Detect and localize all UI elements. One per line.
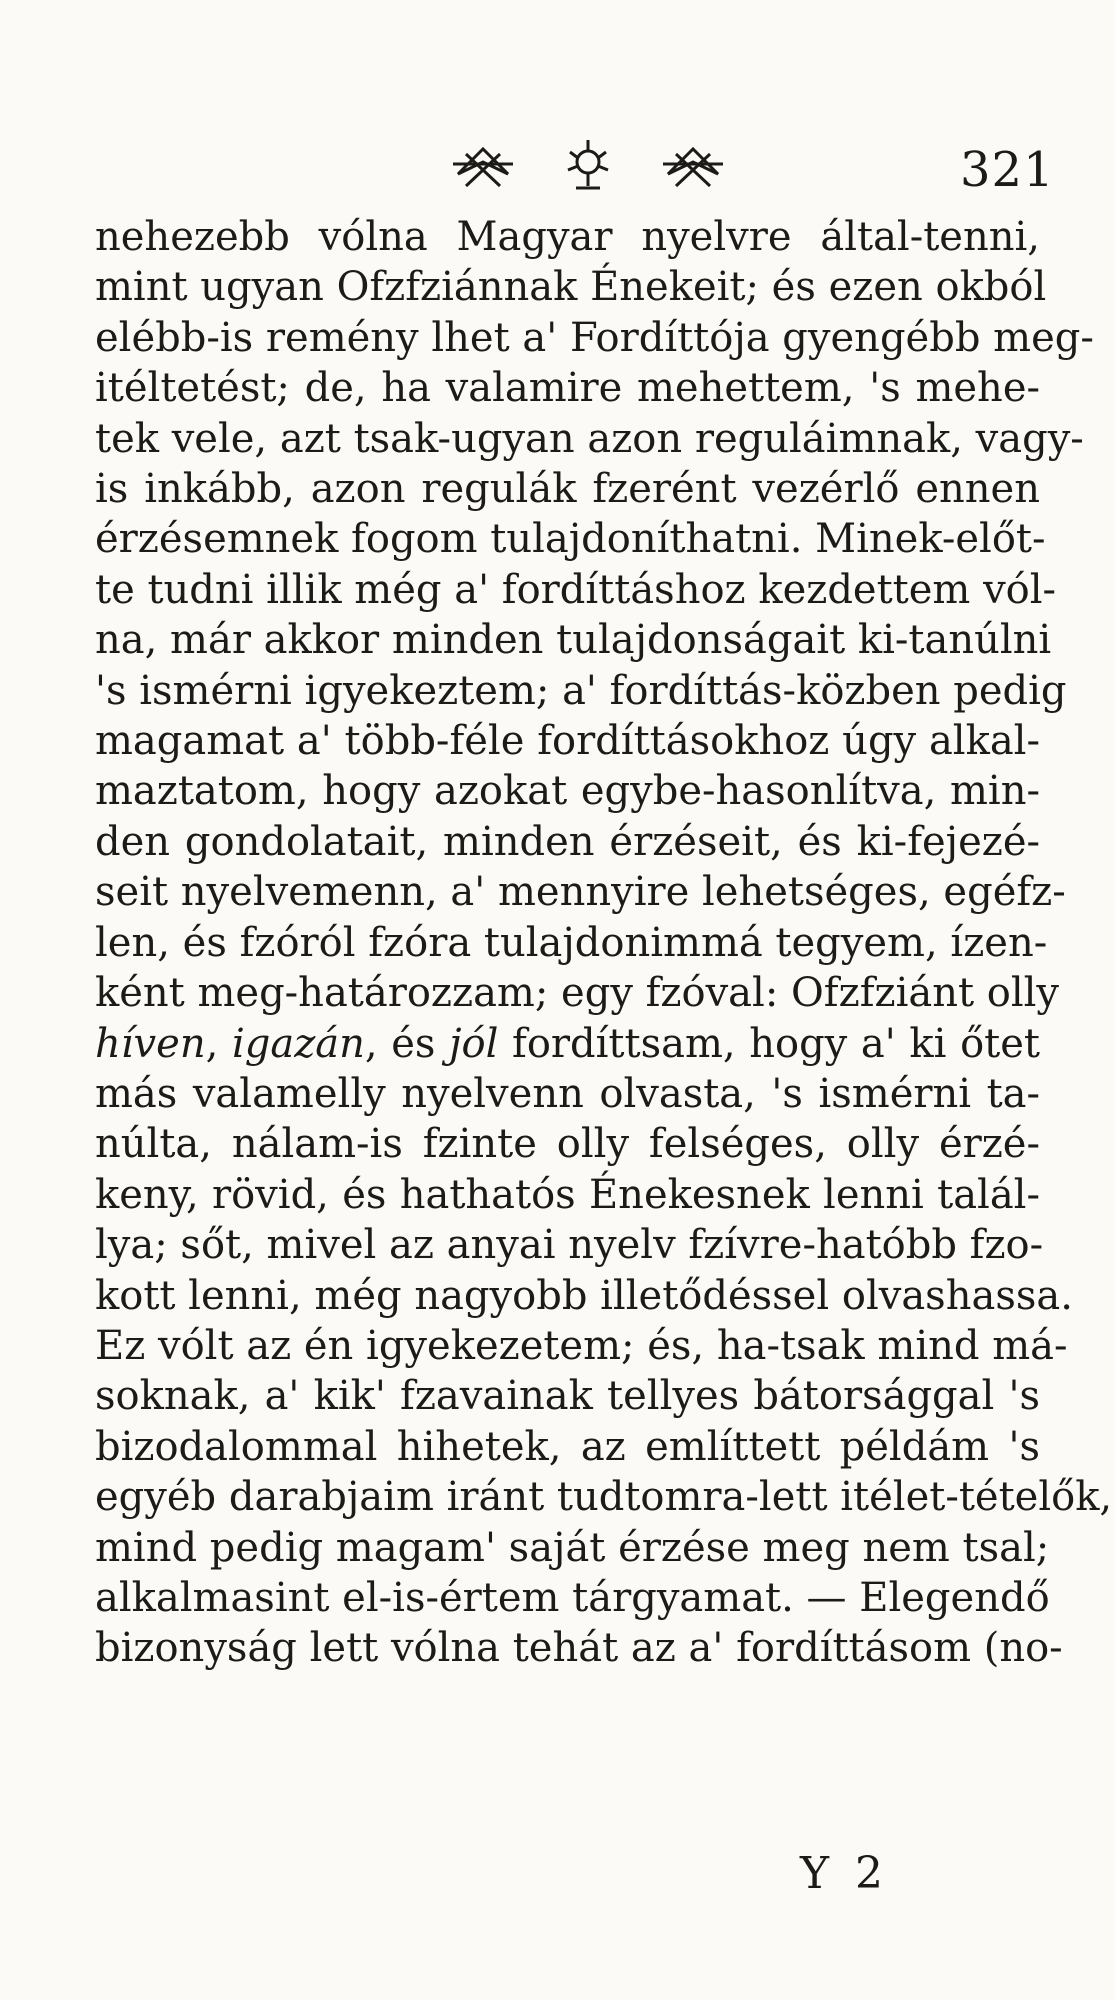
text-line: Ez vólt az én igyekezetem; és, ha-tsak mind má-	[95, 1322, 1068, 1369]
text-fragment: ,	[205, 1020, 232, 1067]
text-line: len, és fzóról fzóra tulajdonimmá tegyem, ízen-	[95, 919, 1048, 966]
text-line: bizonyság lett vólna tehát az a' fordíttásom (no-	[95, 1625, 1063, 1672]
page-number: 321	[960, 142, 1055, 198]
text-line: más valamelly nyelvenn olvasta, 's ismérni ta-	[95, 1070, 1040, 1117]
text-line: lya; sőt, mivel az anyai nyelv fzívre-hatóbb fzo-	[95, 1222, 1044, 1269]
italic-word: jól	[449, 1020, 499, 1067]
text-line: tek vele, azt tsak-ugyan azon reguláimnak, vagy-	[95, 415, 1084, 462]
text-line: ként meg-határozzam; egy fzóval: Ofzfziánt olly	[95, 970, 1060, 1017]
text-line: elébb-is remény lhet a' Fordíttója gyengébb meg-	[95, 314, 1094, 361]
text-line: seit nyelvemenn, a' mennyire lehetséges, egéfz-	[95, 869, 1066, 916]
text-line	[95, 1019, 1040, 1069]
italic-word: igazán	[231, 1020, 365, 1067]
text-line: mind pedig magam' saját érzése meg nem tsal;	[95, 1524, 1050, 1571]
text-line: bizodalommal hihetek, az említtett példám 's	[95, 1423, 1040, 1470]
text-line: den gondolatait, minden érzéseit, és ki-fejezé-	[95, 818, 1040, 865]
text-line: érzésemnek fogom tulajdoníthatni. Minek-előt-	[95, 516, 1046, 563]
text-line: itéltetést; de, ha valamire mehettem, 's mehe-	[95, 365, 1040, 412]
text-line: 's ismérni igyekeztem; a' fordíttás-közben pedig	[95, 667, 1067, 714]
catchword: Y 2	[800, 1848, 890, 1899]
text-line: kott lenni, még nagyobb illetődéssel olvashassa.	[95, 1272, 1073, 1319]
text-line: keny, rövid, és hathatós Énekesnek lenni talál-	[95, 1171, 1040, 1218]
text-line: te tudni illik még a' fordíttáshoz kezdettem vól-	[95, 566, 1057, 613]
italic-word: híven	[95, 1020, 206, 1067]
page-header	[0, 128, 1115, 208]
text-line: is inkább, azon regulák fzerént vezérlő ennen	[95, 466, 1040, 513]
text-line: mint ugyan Ofzfziánnak Énekeit; és ezen okból	[95, 264, 1047, 311]
fleuron-ornament-icon	[438, 134, 738, 194]
text-line: soknak, a' kik' fzavainak tellyes bátorsággal 's	[95, 1373, 1040, 1420]
text-line: núlta, nálam-is fzinte olly felséges, olly érzé-	[95, 1121, 1040, 1168]
text-line: egyéb darabjaim iránt tudtomra-lett itélet-tételők,	[95, 1474, 1113, 1521]
text-fragment: fordíttsam, hogy a' ki őtet	[498, 1020, 1040, 1067]
text-fragment: , és	[364, 1020, 450, 1067]
text-line: na, már akkor minden tulajdonságait ki-tanúlni	[95, 617, 1052, 664]
text-line: nehezebb vólna Magyar nyelvre által-tenni,	[95, 214, 1040, 260]
text-line: maztatom, hogy azokat egybe-hasonlítva, min-	[95, 768, 1040, 815]
text-line: alkalmasint el-is-értem tárgyamat. — Elegendő	[95, 1574, 1050, 1621]
text-line: magamat a' több-féle fordíttásokhoz úgy alkal-	[95, 718, 1040, 765]
body-text	[95, 212, 1113, 1674]
